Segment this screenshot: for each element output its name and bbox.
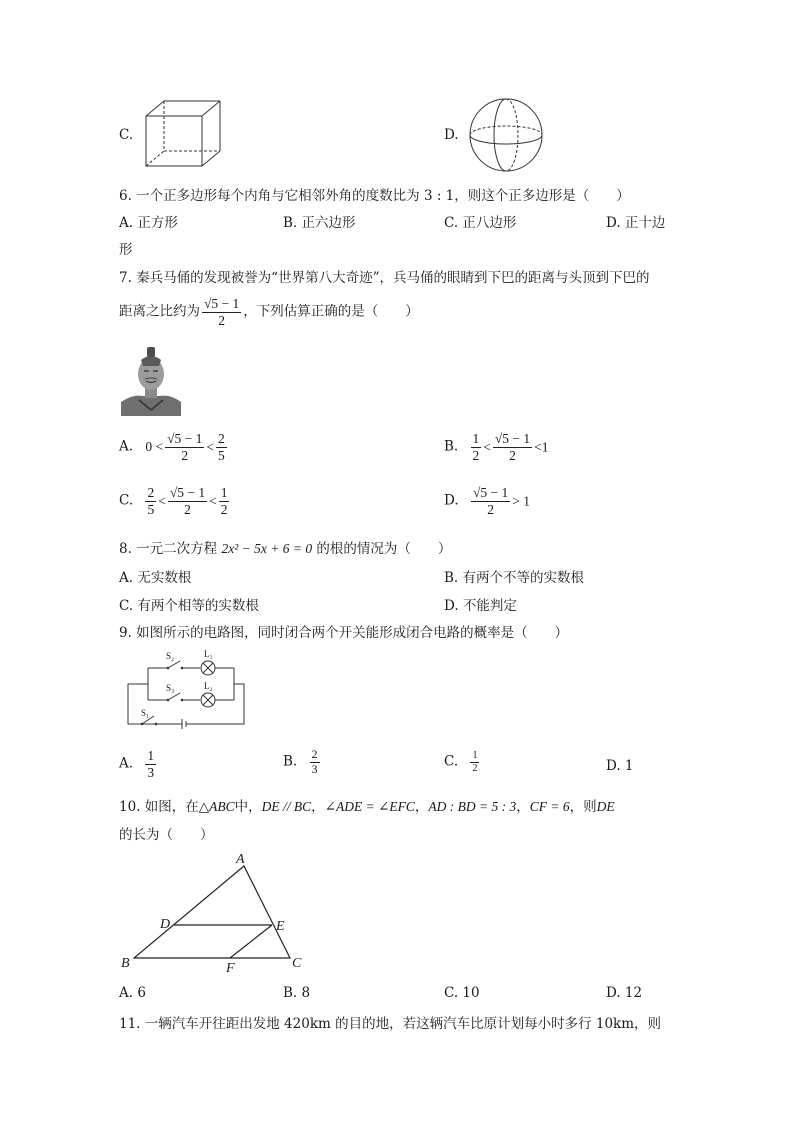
q7-d-rhs: > 1: [512, 493, 530, 509]
q7-a-lt: <: [206, 439, 214, 455]
q7-a-lhs: 0 <: [145, 439, 164, 455]
q10-comma2: ，: [414, 799, 429, 815]
q10-ratio: AD : BD = 5 : 3: [428, 799, 517, 814]
q7-b-ratio: [493, 431, 532, 463]
point-label-d: D: [160, 917, 171, 932]
q10-stem-line1: [119, 795, 615, 815]
golden-ratio-numerator: √5 − 1: [204, 296, 240, 311]
q7-c-ratio-num: √5 − 1: [169, 485, 206, 500]
q9-option-d: D. 1: [606, 758, 634, 774]
q8-stem: [119, 537, 451, 557]
q9-option-a-label: A.: [119, 755, 134, 772]
q8-option-a: A. 无实数根: [119, 570, 192, 586]
q7-c-lhs-num: 2: [147, 485, 155, 500]
q7-d-ratio: [471, 485, 510, 517]
q7-option-d-label: D.: [444, 492, 459, 509]
q9-option-c-fraction: [470, 750, 479, 774]
q7-stem-line2: [119, 296, 419, 328]
q7-c-rhs-den: 2: [220, 501, 228, 517]
q9-c-den: 2: [472, 762, 478, 774]
q10-option-d: D. 12: [606, 985, 643, 1001]
q7-a-ratio: [165, 431, 204, 463]
q8-stem-pre: 8. 一元二次方程: [119, 541, 218, 557]
q7-c-rhs-num: 1: [220, 485, 228, 500]
q7-c-ratio: [168, 485, 207, 517]
golden-ratio-denominator: 2: [218, 312, 226, 328]
q7-c-lt1: <: [158, 493, 166, 509]
q8-option-c: C. 有两个相等的实数根: [119, 598, 259, 614]
q7-option-c: [119, 485, 231, 517]
q7-c-ratio-den: 2: [184, 501, 191, 517]
q7-b-lt: <: [483, 439, 491, 455]
q10-cf: CF = 6: [529, 799, 570, 814]
q9-b-num: 2: [311, 747, 318, 761]
q7-c-lt2: <: [209, 493, 217, 509]
q7-option-a-label: A.: [119, 438, 134, 455]
point-label-e: E: [276, 919, 285, 934]
q7-a-rhs-num: 2: [218, 431, 225, 446]
circuit-diagram: [124, 646, 248, 732]
q7-stem-line2-pre: 距离之比约为: [119, 303, 200, 320]
q10-de: DE: [596, 799, 615, 814]
q10-comma1: ，: [311, 799, 325, 815]
sphere-figure: [466, 97, 546, 173]
q7-stem-line1: 7. 秦兵马俑的发现被誉为“世界第八大奇迹”，兵马俑的眼睛到下巴的距离与头顶到下巴的: [119, 270, 650, 286]
q10-comma3: ，: [516, 799, 530, 815]
q7-a-rhs: [216, 431, 227, 463]
q10-stem-pre: 10. 如图，在: [119, 799, 199, 815]
q8-option-b: B. 有两个不等的实数根: [444, 570, 585, 586]
q10-stem-line2: 的长为（ ）: [119, 827, 214, 843]
q8-equation: 2x² − 5x + 6 = 0: [221, 541, 313, 556]
q7-d-ratio-den: 2: [487, 501, 494, 517]
q7-stem-line2-post: ，下列估算正确的是（ ）: [243, 303, 419, 320]
cube-figure: [142, 98, 224, 170]
q7-option-b: [444, 431, 549, 463]
q10-then: ，则: [569, 799, 597, 815]
q7-b-lhs-num: 1: [472, 431, 480, 446]
q6-option-c: C. 正八边形: [444, 215, 517, 231]
q7-b-lhs: [471, 431, 482, 463]
circuit-label-l1: L₁: [204, 649, 213, 659]
golden-ratio-fraction: [202, 296, 241, 328]
triangle-figure: [118, 848, 314, 976]
q6-option-b: B. 正六边形: [283, 215, 356, 231]
q7-a-ratio-num: √5 − 1: [167, 431, 203, 446]
q7-c-lhs-den: 5: [147, 501, 155, 517]
terracotta-warrior-image: [121, 344, 181, 416]
q8-option-d: D. 不能判定: [444, 598, 517, 614]
q7-b-ratio-den: 2: [509, 447, 516, 463]
q10-option-c: C. 10: [444, 985, 480, 1001]
q7-c-lhs: [145, 485, 156, 517]
q6-option-d-wrap: 形: [119, 242, 133, 258]
point-label-c: C: [292, 956, 302, 971]
q9-option-b: [283, 748, 322, 777]
point-label-f: F: [226, 961, 235, 976]
q9-option-b-label: B.: [283, 753, 298, 770]
q10-parallel: DE // BC: [261, 799, 312, 814]
circuit-label-l2: L₂: [204, 681, 213, 691]
q5-option-c-label: C.: [119, 127, 134, 143]
q8-stem-post: 的根的情况为（ ）: [316, 541, 452, 557]
point-label-a: A: [236, 852, 245, 867]
circuit-label-s2: S₂: [166, 651, 175, 661]
q7-option-b-label: B.: [444, 438, 459, 455]
q9-option-a-fraction: [145, 748, 156, 780]
q10-mid1: 中，: [234, 799, 262, 815]
point-label-b: B: [121, 956, 130, 971]
q7-option-c-label: C.: [119, 492, 134, 509]
q10-angles: ∠ADE = ∠EFC: [324, 799, 415, 814]
q6-option-d: D. 正十边: [606, 215, 666, 231]
circuit-label-s3: S₃: [166, 683, 175, 693]
q9-stem: 9. 如图所示的电路图，同时闭合两个开关能形成闭合电路的概率是（ ）: [119, 625, 569, 641]
q7-a-ratio-den: 2: [181, 447, 189, 463]
q7-b-ratio-num: √5 − 1: [494, 431, 531, 446]
q9-option-b-fraction: [310, 748, 320, 777]
q7-option-d: [444, 485, 530, 517]
q9-option-c: [444, 750, 481, 774]
q6-stem: 6. 一个正多边形每个内角与它相邻外角的度数比为 3 : 1，则这个正多边形是（ ）: [119, 188, 630, 204]
q9-option-c-label: C.: [444, 753, 459, 770]
q10-option-a: A. 6: [119, 985, 146, 1001]
q6-option-a: A. 正方形: [119, 215, 178, 231]
q7-a-rhs-den: 5: [218, 447, 225, 463]
q7-d-ratio-num: √5 − 1: [472, 485, 509, 500]
circuit-label-s1: S₁: [141, 708, 150, 718]
q9-a-num: 1: [147, 748, 155, 763]
q10-triangle: △ABC: [198, 799, 235, 814]
q9-c-num: 1: [472, 750, 478, 761]
q9-a-den: 3: [147, 764, 155, 780]
q7-b-lhs-den: 2: [472, 447, 480, 463]
q10-option-b: B. 8: [283, 985, 311, 1001]
q7-b-rhs: <1: [534, 439, 549, 455]
q7-option-a: [119, 431, 229, 463]
q5-option-d-label: D.: [444, 127, 459, 143]
q11-stem: 11. 一辆汽车开往距出发地 420km 的目的地，若这辆汽车比原计划每小时多行 10km，则: [119, 1016, 662, 1032]
q7-c-rhs: [219, 485, 230, 517]
q9-option-a: [119, 748, 158, 780]
q9-b-den: 3: [311, 761, 318, 776]
